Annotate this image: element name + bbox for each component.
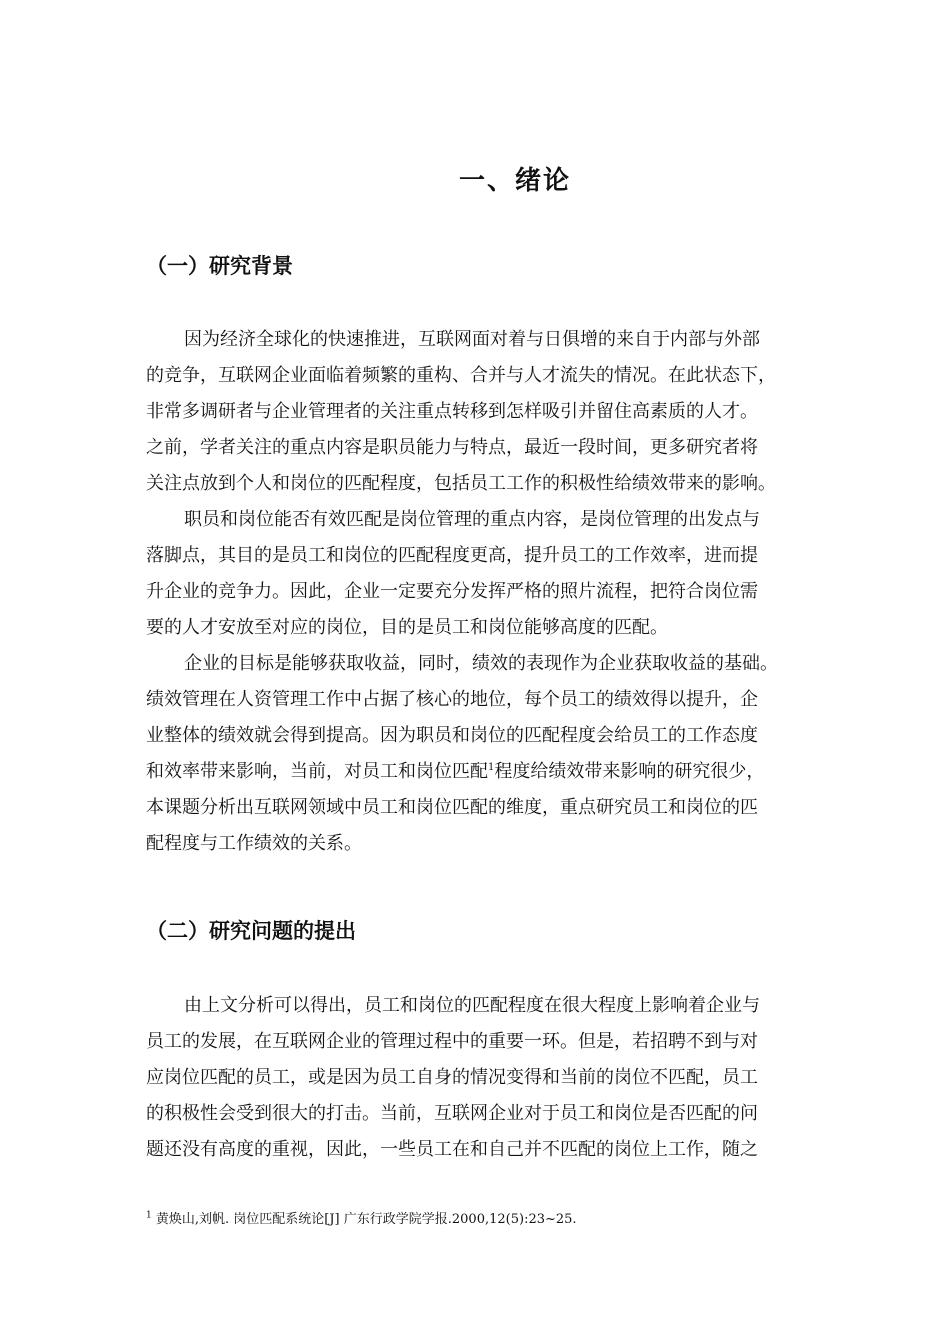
paragraph-line: 题还没有高度的重视，因此，一些员工在和自己并不匹配的岗位上工作，随之 [146,1139,758,1160]
paragraph-line: 配程度与工作绩效的关系。 [146,833,362,854]
paragraph-line: 因为经济全球化的快速推进，互联网面对着与日俱增的来自于内部与外部 [184,329,760,350]
paragraph-line: 企业的目标是能够获取收益，同时，绩效的表现作为企业获取收益的基础。 [184,653,778,674]
line-text-part: 程度给绩效带来影响的研究很少， [494,761,765,782]
footnote-marker: 1 [146,1210,152,1221]
paragraph-line: 非常多调研者与企业管理者的关注重点转移到怎样吸引并留住高素质的人才。 [146,401,758,422]
paragraph-line: 绩效管理在人资管理工作中占据了核心的地位，每个员工的绩效得以提升，企 [146,689,758,710]
paragraph-line: 员工的发展，在互联网企业的管理过程中的重要一环。但是，若招聘不到与对 [146,1031,758,1052]
paragraph-line: 关注点放到个人和岗位的匹配程度，包括员工工作的积极性给绩效带来的影响。 [146,473,776,494]
section-heading-background: （一）研究背景 [146,254,293,278]
section-body-problem [146,988,820,1168]
paragraph-line: 升企业的竞争力。因此，企业一定要充分发挥严格的照片流程，把符合岗位需 [146,581,758,602]
paragraph-line: 落脚点，其目的是员工和岗位的匹配程度更高，提升员工的工作效率，进而提 [146,545,758,566]
section-heading-problem: （二）研究问题的提出 [146,919,356,943]
paragraph-line: 职员和岗位能否有效匹配是岗位管理的重点内容，是岗位管理的出发点与 [184,509,760,530]
paragraph-line: 的积极性会受到很大的打击。当前，互联网企业对于员工和岗位是否匹配的问 [146,1103,758,1124]
footnote [146,1208,577,1227]
footnote-reference[interactable]: 1 [488,762,495,773]
chapter-title: 一、绪论 [458,166,571,196]
line-text-part: 和效率带来影响，当前，对员工和岗位匹配 [146,761,488,782]
paragraph-line: 业整体的绩效就会得到提高。因为职员和岗位的匹配程度会给员工的工作态度 [146,725,758,746]
paragraph-line: 应岗位匹配的员工，或是因为员工自身的情况变得和当前的岗位不匹配，员工 [146,1067,758,1088]
paragraph-line: 本课题分析出互联网领域中员工和岗位匹配的维度，重点研究员工和岗位的匹 [146,797,758,818]
paragraph-line: 的竞争，互联网企业面临着频繁的重构、合并与人才流失的情况。在此状态下， [146,365,776,386]
section-body-background [146,322,820,862]
paragraph-line: 由上文分析可以得出，员工和岗位的匹配程度在很大程度上影响着企业与 [184,995,760,1016]
paragraph-line: 之前，学者关注的重点内容是职员能力与特点，最近一段时间，更多研究者将 [146,437,758,458]
footnote-text: 黄焕山,刘帆. 岗位匹配系统论[J] 广东行政学院学报.2000,12(5):23~25. [155,1212,577,1227]
paragraph-line [146,754,820,790]
paragraph-line: 要的人才安放至对应的岗位，目的是员工和岗位能够高度的匹配。 [146,617,668,638]
